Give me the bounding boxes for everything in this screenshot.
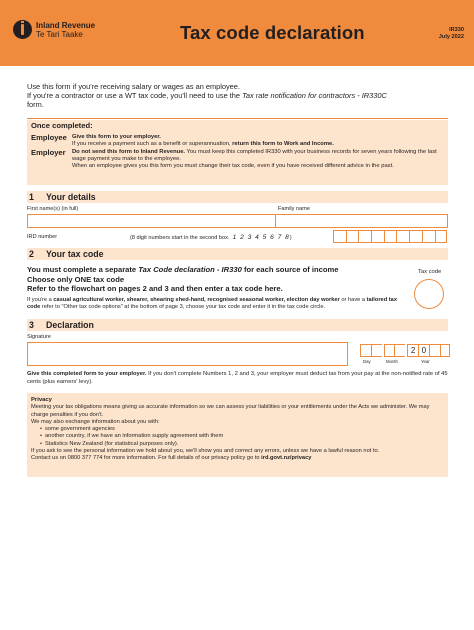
list-item: • some government agencies (40, 426, 444, 433)
ird-number-input[interactable] (333, 230, 447, 243)
once-completed-panel (27, 120, 448, 185)
form-number: IR330 (449, 27, 464, 33)
once-completed-heading: Once completed: (31, 121, 93, 130)
privacy-para-2: We may also exchange information about you with: (31, 418, 160, 425)
date-input[interactable]: 2 0 (360, 344, 450, 357)
tax-code-circle-input[interactable] (414, 279, 444, 309)
privacy-para-4: Contact us on 0800 377 774 for more information. For full details of our privacy policy go to ird.govt.nz/privacy (31, 455, 312, 462)
tax-code-instructions: You must complete a separate Tax Code declaration - IR330 for each source of income Choose only ONE tax code Refer to the flowchart on pages 2 and 3 and then enter a tax code here. If you're a casual agricultural worker, shearer, shearing shed-hand, recognised seasonal worker, election day worker or have a tailored tax code refer to "Other tax code options" at the bottom of page 3, choose your tax code and enter it in the tax code circle. (27, 265, 397, 311)
privacy-para-1: Meeting your tax obligations means giving us accurate information so we can assess your liabilities or your entitlements under the Acts we administer. We may charge penalties if you don't. (31, 404, 430, 418)
intro-line-1: Use this form if you're receiving salary or wages as an employee. (27, 82, 240, 91)
privacy-panel (27, 393, 448, 477)
section-2-heading: 2 Your tax code (27, 248, 448, 260)
name-field-divider (275, 214, 276, 228)
tax-code-label: Tax code (418, 269, 442, 275)
family-name-label: Family name (278, 206, 311, 212)
ird-logo-icon (13, 20, 32, 39)
day-label: Day (363, 359, 371, 364)
signature-label: Signature (27, 334, 51, 340)
intro-line-2: If you're a contractor or use a WT tax code, you'll need to use the Tax rate notification for contractors - IR330C form. (27, 91, 387, 110)
employer-instructions: Employer Do not send this form to Inland Revenue. You must keep this completed IR330 with your business records for seven years following the last wage payment you make to the employee. When an employee gives you this form you must change their tax code, even if you have received different advice in the past. (31, 148, 437, 169)
privacy-link[interactable]: ird.govt.nz/privacy (261, 455, 312, 462)
form-code (439, 27, 464, 41)
form-title: Tax code declaration (180, 22, 365, 43)
give-form-note: Give this completed form to your employer. If you don't complete Numbers 1, 2 and 3, your employer must deduct tax from your pay at the non-notified rate of 45 cents (plus earners' levy). (27, 371, 448, 385)
divider (27, 118, 448, 119)
list-item: • another country, if we have an information supply agreement with them (40, 433, 444, 440)
ird-number-label: IRD number (27, 234, 58, 240)
employee-instructions: Employee Give this form to your employer. If you receive a payment such as a benefit or superannuation, return this form to Work and Income. (31, 132, 334, 147)
month-label: Month (386, 359, 398, 364)
section-1-heading: 1 Your details (27, 191, 448, 203)
inland-revenue-logo (13, 20, 95, 39)
brand-name-maori: Te Tari Taake (36, 29, 83, 39)
form-header (0, 0, 474, 66)
privacy-list (31, 426, 444, 448)
employee-label: Employee (31, 132, 67, 142)
ird-hint: (8 digit numbers start in the second box. 1 2 3 4 5 6 7 8) (130, 234, 292, 241)
list-item: • Statistics New Zealand (for statistical purposes only). (40, 441, 444, 448)
form-date: July 2022 (438, 34, 464, 40)
name-fields[interactable] (27, 214, 448, 228)
first-names-label: First name(s) (in full) (27, 206, 79, 212)
employer-label: Employer (31, 148, 66, 158)
signature-field[interactable] (27, 342, 348, 366)
year-label: Year (421, 359, 430, 364)
privacy-heading: Privacy (31, 397, 52, 403)
privacy-para-3: If you ask to see the personal information we hold about you, we'll show you and correct any errors, unless we have a lawful reason not to. (31, 448, 380, 455)
brand-name: Inland Revenue (36, 20, 96, 30)
intro-text (27, 82, 457, 110)
section-3-heading: 3 Declaration (27, 319, 448, 331)
